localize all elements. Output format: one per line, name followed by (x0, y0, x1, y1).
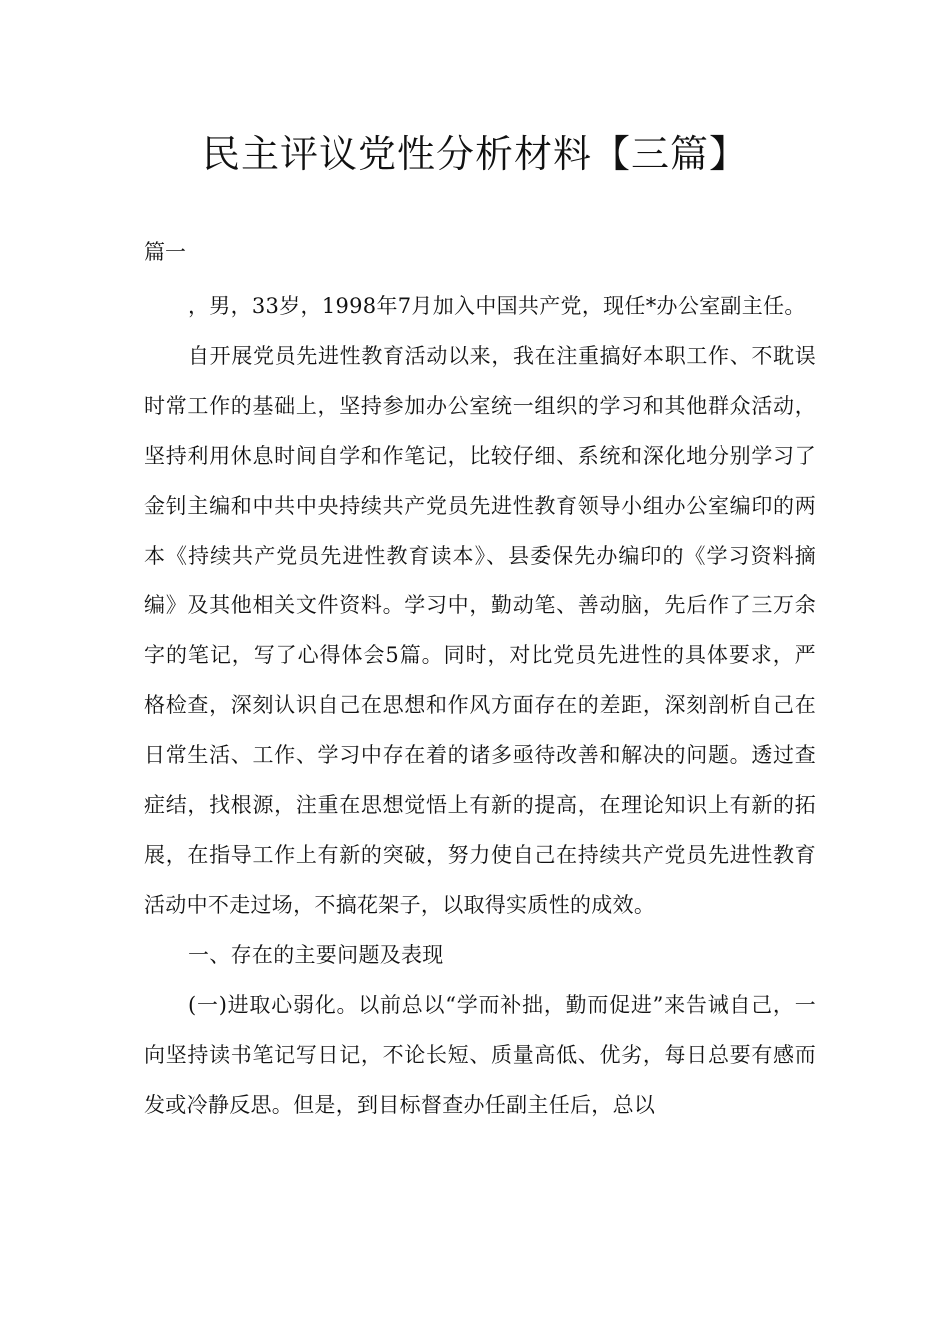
paragraph-problem-1: (一)进取心弱化。以前总以“学而补拙，勤而促进”来告诫自己，一向坚持读书笔记写日记，不论长短、质量高低、优劣，每日总要有感而发或冷静反思。但是，到目标督查办任副主任后，总以 (144, 992, 816, 1117)
document-title: 民主评议党性分析材料【三篇】 (201, 132, 748, 176)
paragraph-heading-problems: 一、存在的主要问题及表现 (188, 942, 444, 967)
paragraph-study: 自开展党员先进性教育活动以来，我在注重搞好本职工作、不耽误时常工作的基础上，坚持参加办公室统一组织的学习和其他群众活动，坚持利用休息时间自学和作笔记，比较仔细、系统和深化地分别学习了金钊主编和中共中央持续共产党员先进性教育领导小组办公室编印的两本《持续共产党员先进性教育读本》、县委保先办编印的《学习资料摘编》及其他相关文件资料。学习中，勤动笔、善动脑，先后作了三万余字的笔记，写了心得体会5篇。同时，对比党员先进性的具体要求，严格检查，深刻认识自己在思想和作风方面存在的差距，深刻剖析自己在日常生活、工作、学习中存在着的诸多亟待改善和解决的问题。透过查症结，找根源，注重在思想觉悟上有新的提高，在理论知识上有新的拓展，在指导工作上有新的突破，努力使自己在持续共产党员先进性教育活动中不走过场，不搞花架子，以取得实质性的成效。 (144, 343, 816, 917)
document-body (144, 282, 816, 1130)
section-label: 篇一 (144, 240, 186, 264)
paragraph-intro: ，男，33岁，1998年7月加入中国共产党，现任*办公室副主任。 (188, 294, 806, 318)
